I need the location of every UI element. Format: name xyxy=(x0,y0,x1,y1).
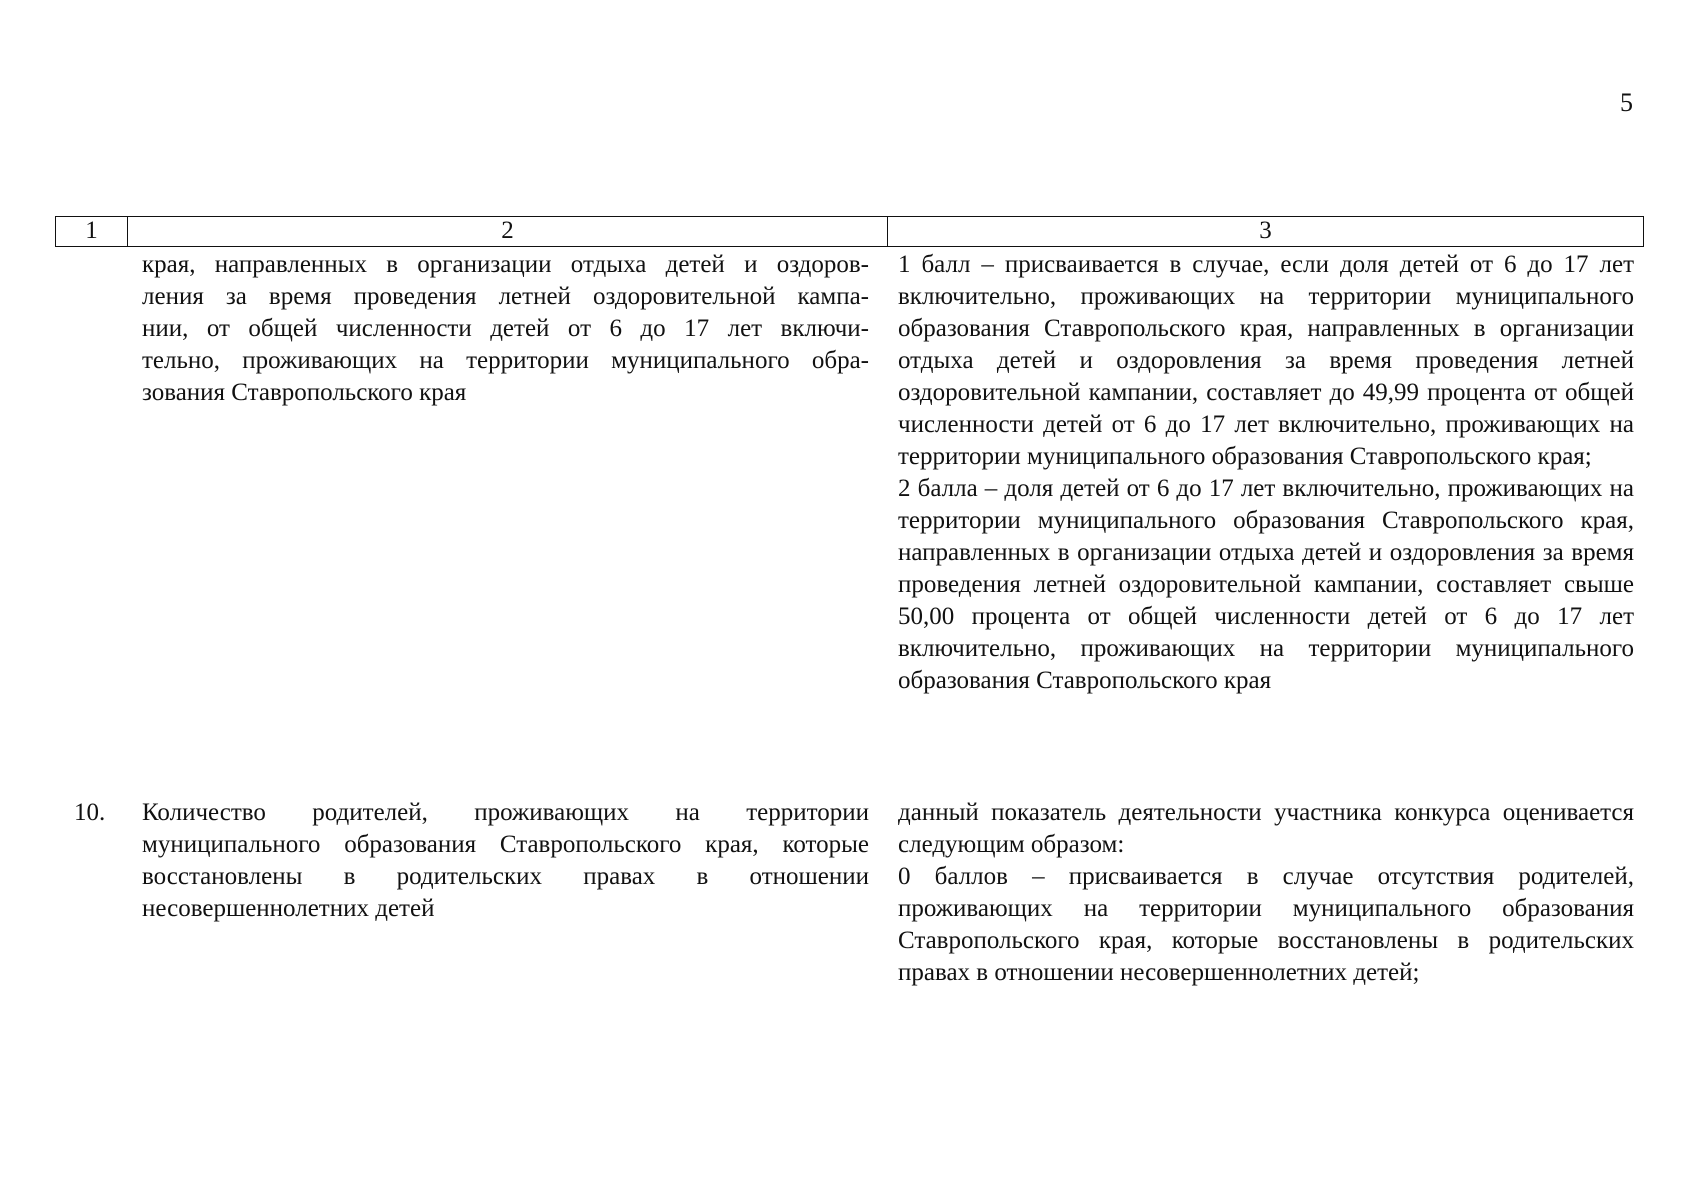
scoring-paragraph: 1 балл – присваивается в случае, если доля детей от 6 до 17 лет включительно, проживающих на территории муниципального образования Ставропольского края, направленных в организации отдыха детей и оздоровления за время проведения летней оздоровительной кампании, составляет до 49,99 процента от общей численности детей от 6 до 17 лет включительно, проживающих на территории муниципального образования Ставропольского края; xyxy=(898,251,1634,470)
scoring-paragraph: данный показатель деятельности участника конкурса оценивается следующим образом: xyxy=(898,799,1634,858)
table-header-row xyxy=(55,216,1644,247)
criterion-line: тельно, проживающих на территории муниципального обра- xyxy=(142,347,869,374)
criterion-line: ления за время проведения летней оздоровительной кампа- xyxy=(142,283,869,310)
table-row-1-criterion xyxy=(142,249,869,409)
table-row-2-criterion xyxy=(142,797,869,925)
criterion-text: Количество родителей, проживающих на территории муниципального образования Ставропольского края, которые восстановлены в родительских правах в отношении несовершеннолетних детей xyxy=(142,799,869,922)
table-header-col-1: 1 xyxy=(56,217,128,246)
page-number: 5 xyxy=(1620,88,1633,117)
table-row-2-scoring xyxy=(898,797,1634,989)
table-header-col-2: 2 xyxy=(128,217,888,246)
table-header-col-3: 3 xyxy=(1259,217,1272,244)
table-row-1-scoring xyxy=(898,249,1634,697)
criterion-line: зования Ставропольского края xyxy=(142,379,467,406)
table-row-2-number: 10. xyxy=(74,799,106,826)
scoring-paragraph: 2 балла – доля детей от 6 до 17 лет включительно, проживающих на территории муниципального образования Ставропольского края, направленных в организации отдыха детей и оздоровления за время проведения летней оздоровительной кампании, составляет свыше 50,00 процента от общей численности детей от 6 до 17 лет включительно, проживающих на территории муниципального образования Ставропольского края xyxy=(898,475,1634,694)
scoring-paragraph: 0 баллов – присваивается в случае отсутствия родителей, проживающих на территории муниципального образования Ставропольского края, которые восстановлены в родительских правах в отношении несовершеннолетних детей; xyxy=(898,863,1634,986)
criterion-line: нии, от общей численности детей от 6 до 17 лет включи- xyxy=(142,315,869,342)
criterion-line: края, направленных в организации отдыха детей и оздоров- xyxy=(142,251,869,278)
